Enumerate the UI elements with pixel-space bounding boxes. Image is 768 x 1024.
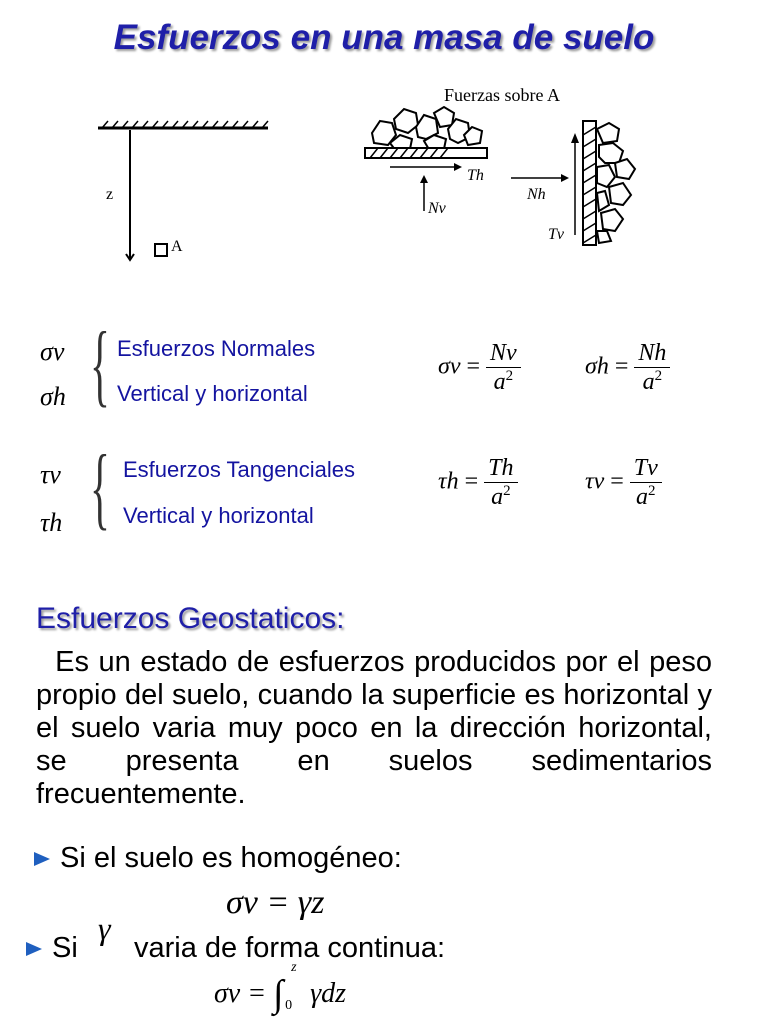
integrand: γdz	[310, 978, 347, 1009]
tau-v-symbol: τv	[40, 460, 61, 489]
vertical-face-diagram	[505, 115, 645, 250]
sigma-v-symbol: σv	[40, 337, 65, 366]
sigma-v-equation: σv = $\frac{Nv}{a^2}$	[438, 340, 521, 396]
eq-exponent: 2	[648, 483, 656, 499]
eq-denominator: a	[636, 484, 649, 510]
tangential-stress-label: Esfuerzos Tangenciales	[123, 457, 355, 482]
bullet-continuous	[26, 932, 78, 965]
normal-brace: {	[90, 313, 110, 415]
integral-upper-limit: z	[291, 960, 297, 975]
tangential-stress-direction: Vertical y horizontal	[123, 503, 314, 528]
tangential-brace: {	[90, 436, 110, 538]
horizontal-face-diagram	[360, 105, 500, 215]
geostatic-paragraph: Es un estado de esfuerzos producidos por el peso propio del suelo, cuando la superficie es horizontal y el suelo varia muy poco en la dirección horizontal, se presenta en suelos sedimentarios frecuentemente.	[36, 646, 712, 810]
eq-numerator: Nh	[634, 340, 670, 368]
eq-denominator: a	[493, 369, 506, 395]
force-tv-label: Tv	[548, 226, 564, 243]
eq-denominator: a	[642, 369, 655, 395]
eq-numerator: Th	[484, 455, 517, 483]
sigma-h-equation: σh = $\frac{Nh}{a^2}$	[585, 340, 670, 396]
tau-h-equation: τh = $\frac{Th}{a^2}$	[438, 455, 518, 511]
point-a-label: A	[171, 238, 183, 255]
figure-caption: Fuerzas sobre A	[444, 85, 560, 105]
formula-homogeneous: σv = γz	[226, 884, 325, 921]
integral-sign: ∫	[273, 973, 284, 1015]
geostatic-heading: Esfuerzos Geostaticos:	[36, 602, 345, 635]
integral-lhs: σv =	[214, 978, 267, 1009]
bullet-continuous-text: varia de forma continua:	[134, 932, 446, 964]
eq-exponent: 2	[654, 368, 663, 384]
eq-numerator: Tv	[630, 455, 662, 483]
depth-label: z	[106, 186, 114, 203]
normal-stress-label: Esfuerzos Normales	[117, 336, 316, 361]
eq-lhs: τv	[585, 468, 605, 495]
bullet-arrow-icon	[26, 942, 42, 956]
force-nv-label: Nv	[428, 200, 446, 217]
page-title: Esfuerzos en una masa de suelo	[113, 18, 655, 57]
sigma-h-symbol: σh	[40, 382, 66, 411]
tau-h-symbol: τh	[40, 508, 63, 537]
bullet-text: Si el suelo es homogéneo:	[60, 842, 402, 874]
bullet-arrow-icon	[34, 852, 50, 866]
bullet-text-si: Si	[52, 932, 78, 964]
bullet-homogeneous	[34, 842, 402, 875]
tau-v-equation: τv = $\frac{Tv}{a^2}$	[585, 455, 662, 511]
eq-lhs: σv	[438, 353, 461, 380]
eq-lhs: τh	[438, 468, 459, 495]
formula-integral	[214, 960, 347, 1015]
eq-lhs: σh	[585, 353, 609, 380]
normal-stress-direction: Vertical y horizontal	[117, 381, 308, 406]
eq-numerator: Nv	[486, 340, 521, 368]
eq-exponent: 2	[505, 368, 514, 384]
gamma-symbol: γ	[98, 910, 111, 946]
integral-lower-limit: 0	[285, 998, 293, 1013]
eq-denominator: a	[491, 484, 504, 510]
ground-depth-diagram	[90, 118, 280, 268]
eq-exponent: 2	[503, 483, 511, 499]
force-th-label: Th	[467, 167, 484, 184]
force-nh-label: Nh	[527, 186, 546, 203]
